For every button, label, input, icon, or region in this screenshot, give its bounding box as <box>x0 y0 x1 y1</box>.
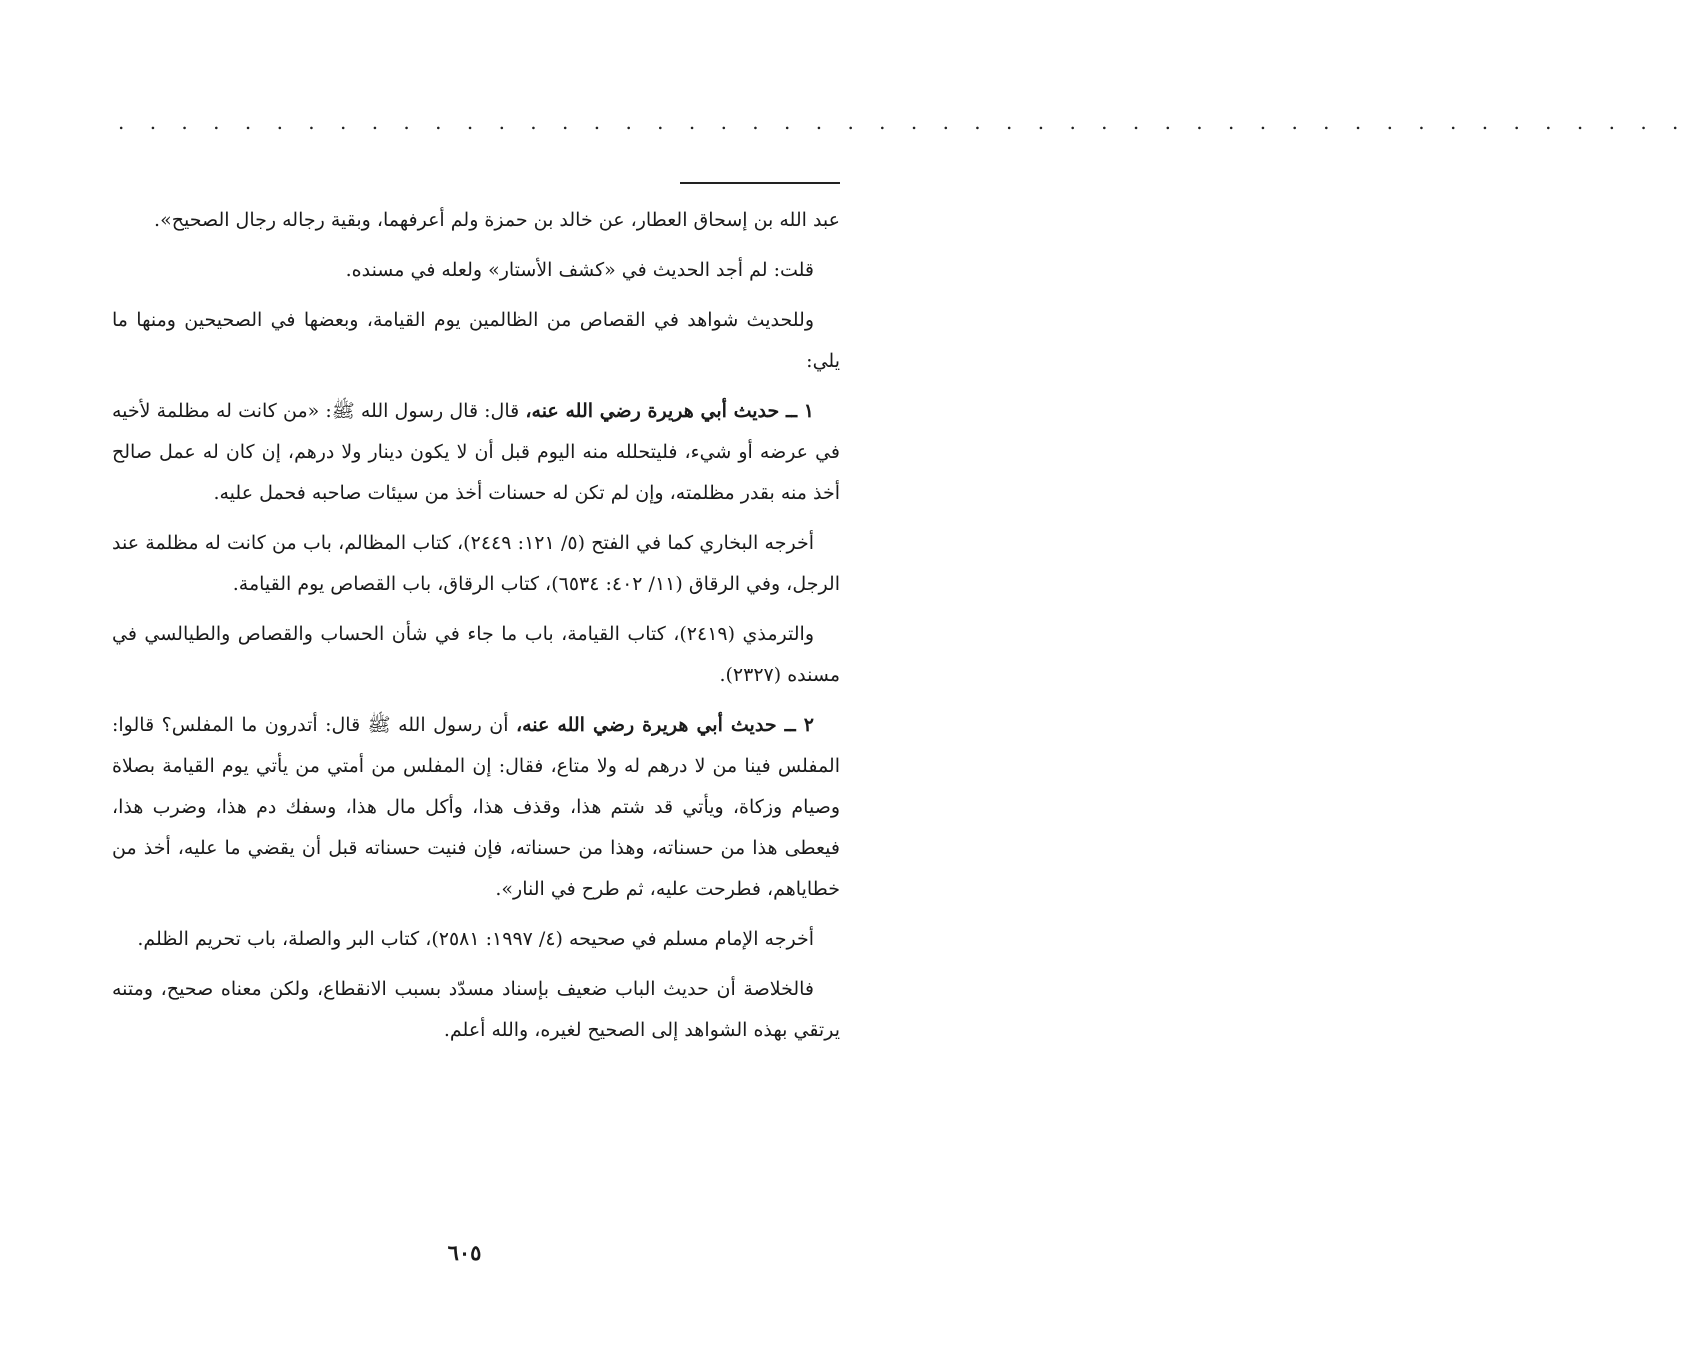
hadith-2-heading: ٢ ــ حديث أبي هريرة رضي الله عنه، <box>515 714 814 736</box>
footnote-rule <box>680 182 840 184</box>
page-number: ٦٠٥ <box>447 1240 482 1265</box>
hadith-1-text: قال: قال رسول الله ﷺ: «من كانت له مظلمة لأخيه في عرضه أو شيء، فليتحلله منه اليوم قبل أن لا يكون دينار ولا درهم، إن كان له عمل صالح أخذ منه بقدر مظلمته، وإن لم تكن له حسنات أخذ من سيئات صاحبه فحمل عليه. <box>112 400 840 504</box>
separator-dots: . . . . . . . . . . . . . . . . . . . . . . . . . . . . . . . . . . . . . . . . . . . . . . . . . . <box>118 110 1688 134</box>
paragraph-5: أخرجه البخاري كما في الفتح (٥/ ١٢١: ٢٤٤٩)، كتاب المظالم، باب من كانت له مظلمة عند الرجل، وفي الرقاق (١١/ ٤٠٢: ٦٥٣٤)، كتاب الرقاق، باب القصاص يوم القيامة. <box>112 532 840 595</box>
paragraph-3: وللحديث شواهد في القصاص من الظالمين يوم القيامة، وبعضها في الصحيحين ومنها ما يلي: <box>112 309 840 372</box>
page-body <box>112 200 840 1060</box>
paragraph-1: عبد الله بن إسحاق العطار، عن خالد بن حمزة ولم أعرفهما، وبقية رجاله رجال الصحيح». <box>154 209 840 231</box>
paragraph-4 <box>112 391 840 514</box>
paragraph-7 <box>112 705 840 910</box>
paragraph-8: أخرجه الإمام مسلم في صحيحه (٤/ ١٩٩٧: ٢٥٨١)، كتاب البر والصلة، باب تحريم الظلم. <box>137 928 814 950</box>
hadith-1-heading: ١ ــ حديث أبي هريرة رضي الله عنه، <box>525 400 815 422</box>
hadith-2-text: أن رسول الله ﷺ قال: أتدرون ما المفلس؟ قالوا: المفلس فينا من لا درهم له ولا متاع، فقال: إن المفلس من أمتي من يأتي يوم القيامة بصلاة وصيام وزكاة، ويأتي قد شتم هذا، وقذف هذا، وأكل مال هذا، وسفك دم هذا، وضرب هذا، فيعطى هذا من حسناته، وهذا من حسناته، فإن فنيت حسناته قبل أن يقضي ما عليه، أخذ من خطاياهم، فطرحت عليه، ثم طرح في النار». <box>112 714 840 900</box>
paragraph-9: فالخلاصة أن حديث الباب ضعيف بإسناد مسدّد بسبب الانقطاع، ولكن معناه صحيح، ومتنه يرتقي بهذه الشواهد إلى الصحيح لغيره، والله أعلم. <box>112 978 840 1041</box>
paragraph-2: قلت: لم أجد الحديث في «كشف الأستار» ولعله في مسنده. <box>345 259 814 281</box>
paragraph-6: والترمذي (٢٤١٩)، كتاب القيامة، باب ما جاء في شأن الحساب والقصاص والطيالسي في مسنده (٢٣٢٧). <box>112 623 840 686</box>
